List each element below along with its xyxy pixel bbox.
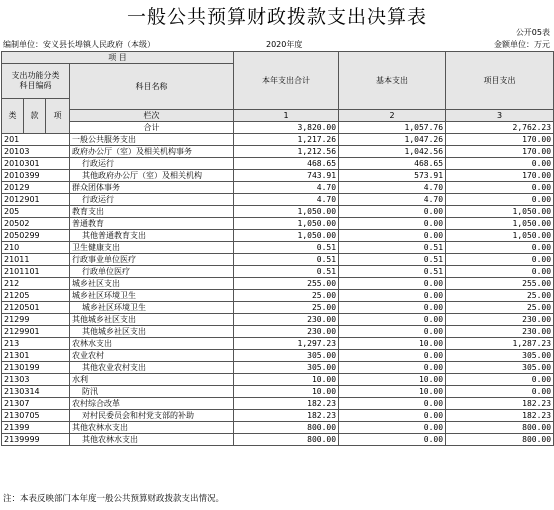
row-subject-name: 城乡社区环境卫生 — [70, 302, 234, 314]
table-row — [2, 158, 554, 170]
row-proj: 1,050.00 — [446, 218, 554, 230]
row-total: 0.51 — [234, 242, 339, 254]
row-subject-name: 农业农村 — [70, 350, 234, 362]
row-subject-name: 其他农林水支出 — [70, 422, 234, 434]
row-subject-name: 农村综合改革 — [70, 398, 234, 410]
fiscal-year: 2020年度 — [266, 40, 303, 49]
row-proj: 1,050.00 — [446, 206, 554, 218]
row-code: 2010301 — [2, 158, 70, 170]
row-total: 800.00 — [234, 422, 339, 434]
row-basic: 0.00 — [339, 218, 446, 230]
row-proj: 255.00 — [446, 278, 554, 290]
row-basic: 0.51 — [339, 254, 446, 266]
row-subject-name: 对村民委员会和村党支部的补助 — [70, 410, 234, 422]
row-basic: 0.00 — [339, 230, 446, 242]
report-title: 一般公共预算财政拨款支出决算表 — [126, 6, 427, 28]
row-total: 1,217.26 — [234, 134, 339, 146]
table-row — [2, 422, 554, 434]
table-row — [2, 206, 554, 218]
row-basic: 4.70 — [339, 194, 446, 206]
row-total: 4.70 — [234, 194, 339, 206]
row-code: 21205 — [2, 290, 70, 302]
row-subject-name: 行政单位医疗 — [70, 266, 234, 278]
header-basic: 基本支出 — [339, 52, 446, 110]
row-basic: 0.51 — [339, 266, 446, 278]
table-row — [2, 314, 554, 326]
row-basic: 0.00 — [339, 362, 446, 374]
row-code: 21299 — [2, 314, 70, 326]
row-proj: 230.00 — [446, 314, 554, 326]
row-subject-name: 普通教育 — [70, 218, 234, 230]
row-code: 2139999 — [2, 434, 70, 446]
row-code: 20103 — [2, 146, 70, 158]
table-row — [2, 134, 554, 146]
row-code: 213 — [2, 338, 70, 350]
row-basic: 0.00 — [339, 314, 446, 326]
row-basic: 573.91 — [339, 170, 446, 182]
table-row — [2, 374, 554, 386]
table-row — [2, 386, 554, 398]
row-proj: 25.00 — [446, 302, 554, 314]
row-code: 21303 — [2, 374, 70, 386]
row-subject-name: 其他城乡社区支出 — [70, 314, 234, 326]
row-total: 743.91 — [234, 170, 339, 182]
header-kuan: 款 — [24, 99, 46, 134]
row-proj: 0.00 — [446, 158, 554, 170]
row-proj: 800.00 — [446, 422, 554, 434]
table-row — [2, 146, 554, 158]
row-subject-name: 教育支出 — [70, 206, 234, 218]
row-total: 10.00 — [234, 386, 339, 398]
row-proj: 0.00 — [446, 266, 554, 278]
row-proj: 0.00 — [446, 386, 554, 398]
form-code: 公开05表 — [515, 28, 550, 37]
row-total: 25.00 — [234, 290, 339, 302]
row-code: 2130199 — [2, 362, 70, 374]
table-row — [2, 266, 554, 278]
table-row — [2, 434, 554, 446]
table-row — [2, 278, 554, 290]
row-proj: 1,050.00 — [446, 230, 554, 242]
row-subject-name: 城乡社区环境卫生 — [70, 290, 234, 302]
row-proj: 305.00 — [446, 350, 554, 362]
row-subject-name: 水利 — [70, 374, 234, 386]
total-label: 合计 — [70, 122, 234, 134]
reporting-unit: 编制单位：安义县长埠镇人民政府（本级） — [3, 40, 155, 49]
header-lanci: 栏次 — [70, 110, 234, 122]
row-proj: 0.00 — [446, 194, 554, 206]
row-basic: 468.65 — [339, 158, 446, 170]
row-subject-name: 群众团体事务 — [70, 182, 234, 194]
total-proj: 2,762.23 — [446, 122, 554, 134]
row-code: 201 — [2, 134, 70, 146]
row-total: 305.00 — [234, 350, 339, 362]
table-row — [2, 350, 554, 362]
row-proj: 800.00 — [446, 434, 554, 446]
row-code: 210 — [2, 242, 70, 254]
row-total: 1,050.00 — [234, 218, 339, 230]
row-subject-name: 农林水支出 — [70, 338, 234, 350]
row-basic: 0.00 — [339, 398, 446, 410]
table-row — [2, 410, 554, 422]
row-basic: 1,047.26 — [339, 134, 446, 146]
expenditure-table — [1, 51, 554, 446]
row-code: 21011 — [2, 254, 70, 266]
row-basic: 0.00 — [339, 422, 446, 434]
header-xiang: 项 — [46, 99, 70, 134]
total-row — [2, 122, 554, 134]
table-row — [2, 194, 554, 206]
row-basic: 0.00 — [339, 410, 446, 422]
total-total: 3,820.00 — [234, 122, 339, 134]
row-subject-name: 其他城乡社区支出 — [70, 326, 234, 338]
row-proj: 182.23 — [446, 398, 554, 410]
table-row — [2, 338, 554, 350]
row-basic: 0.00 — [339, 434, 446, 446]
row-total: 255.00 — [234, 278, 339, 290]
row-subject-name: 行政运行 — [70, 158, 234, 170]
row-total: 230.00 — [234, 314, 339, 326]
row-proj: 0.00 — [446, 374, 554, 386]
row-total: 230.00 — [234, 326, 339, 338]
row-total: 25.00 — [234, 302, 339, 314]
row-code: 20502 — [2, 218, 70, 230]
row-basic: 0.00 — [339, 206, 446, 218]
row-proj: 305.00 — [446, 362, 554, 374]
row-basic: 10.00 — [339, 374, 446, 386]
col-num-1: 1 — [234, 110, 339, 122]
row-proj: 1,287.23 — [446, 338, 554, 350]
row-total: 1,212.56 — [234, 146, 339, 158]
row-total: 0.51 — [234, 254, 339, 266]
row-subject-name: 其他政府办公厅（室）及相关机构 — [70, 170, 234, 182]
row-basic: 10.00 — [339, 386, 446, 398]
row-basic: 4.70 — [339, 182, 446, 194]
header-func-code: 支出功能分类 科目编码 — [2, 64, 70, 99]
row-proj: 170.00 — [446, 146, 554, 158]
table-row — [2, 218, 554, 230]
table-row — [2, 170, 554, 182]
row-subject-name: 其他农林水支出 — [70, 434, 234, 446]
row-basic: 10.00 — [339, 338, 446, 350]
table-row — [2, 254, 554, 266]
row-code: 205 — [2, 206, 70, 218]
row-subject-name: 行政运行 — [70, 194, 234, 206]
row-basic: 0.00 — [339, 290, 446, 302]
table-row — [2, 290, 554, 302]
row-proj: 170.00 — [446, 170, 554, 182]
row-proj: 230.00 — [446, 326, 554, 338]
table-row — [2, 230, 554, 242]
row-proj: 25.00 — [446, 290, 554, 302]
row-code: 2012901 — [2, 194, 70, 206]
row-basic: 0.00 — [339, 350, 446, 362]
row-subject-name: 行政事业单位医疗 — [70, 254, 234, 266]
row-code: 21399 — [2, 422, 70, 434]
row-subject-name: 卫生健康支出 — [70, 242, 234, 254]
row-code: 21307 — [2, 398, 70, 410]
total-basic: 1,057.76 — [339, 122, 446, 134]
header-lei: 类 — [2, 99, 24, 134]
currency-unit: 金额单位：万元 — [494, 40, 550, 49]
row-subject-name: 防汛 — [70, 386, 234, 398]
row-subject-name: 其他农业农村支出 — [70, 362, 234, 374]
row-subject-name: 政府办公厅（室）及相关机构事务 — [70, 146, 234, 158]
header-subject-name: 科目名称 — [70, 64, 234, 110]
table-row — [2, 398, 554, 410]
row-total: 1,297.23 — [234, 338, 339, 350]
row-basic: 1,042.56 — [339, 146, 446, 158]
row-total: 182.23 — [234, 410, 339, 422]
row-basic: 0.00 — [339, 278, 446, 290]
row-subject-name: 一般公共服务支出 — [70, 134, 234, 146]
table-row — [2, 362, 554, 374]
row-total: 305.00 — [234, 362, 339, 374]
table-row — [2, 302, 554, 314]
row-total: 1,050.00 — [234, 230, 339, 242]
footnote: 注：本表反映部门本年度一般公共预算财政拨款支出情况。 — [3, 494, 225, 504]
row-code: 2130314 — [2, 386, 70, 398]
row-code: 2050299 — [2, 230, 70, 242]
row-total: 0.51 — [234, 266, 339, 278]
row-code: 2129901 — [2, 326, 70, 338]
header-project-exp: 项目支出 — [446, 52, 554, 110]
row-basic: 0.00 — [339, 302, 446, 314]
row-code: 2010399 — [2, 170, 70, 182]
row-code: 2101101 — [2, 266, 70, 278]
row-proj: 170.00 — [446, 134, 554, 146]
row-total: 468.65 — [234, 158, 339, 170]
table-row — [2, 326, 554, 338]
header-project: 项 目 — [2, 52, 234, 64]
row-total: 182.23 — [234, 398, 339, 410]
row-total: 1,050.00 — [234, 206, 339, 218]
row-code: 2120501 — [2, 302, 70, 314]
col-num-3: 3 — [446, 110, 554, 122]
row-code: 2130705 — [2, 410, 70, 422]
col-num-2: 2 — [339, 110, 446, 122]
row-subject-name: 其他普通教育支出 — [70, 230, 234, 242]
header-total: 本年支出合计 — [234, 52, 339, 110]
row-code: 212 — [2, 278, 70, 290]
table-row — [2, 242, 554, 254]
row-basic: 0.51 — [339, 242, 446, 254]
row-code: 20129 — [2, 182, 70, 194]
row-total: 10.00 — [234, 374, 339, 386]
table-row — [2, 182, 554, 194]
row-proj: 0.00 — [446, 182, 554, 194]
row-proj: 0.00 — [446, 242, 554, 254]
row-code: 21301 — [2, 350, 70, 362]
row-subject-name: 城乡社区支出 — [70, 278, 234, 290]
row-basic: 0.00 — [339, 326, 446, 338]
row-proj: 0.00 — [446, 254, 554, 266]
row-total: 800.00 — [234, 434, 339, 446]
row-total: 4.70 — [234, 182, 339, 194]
row-proj: 182.23 — [446, 410, 554, 422]
